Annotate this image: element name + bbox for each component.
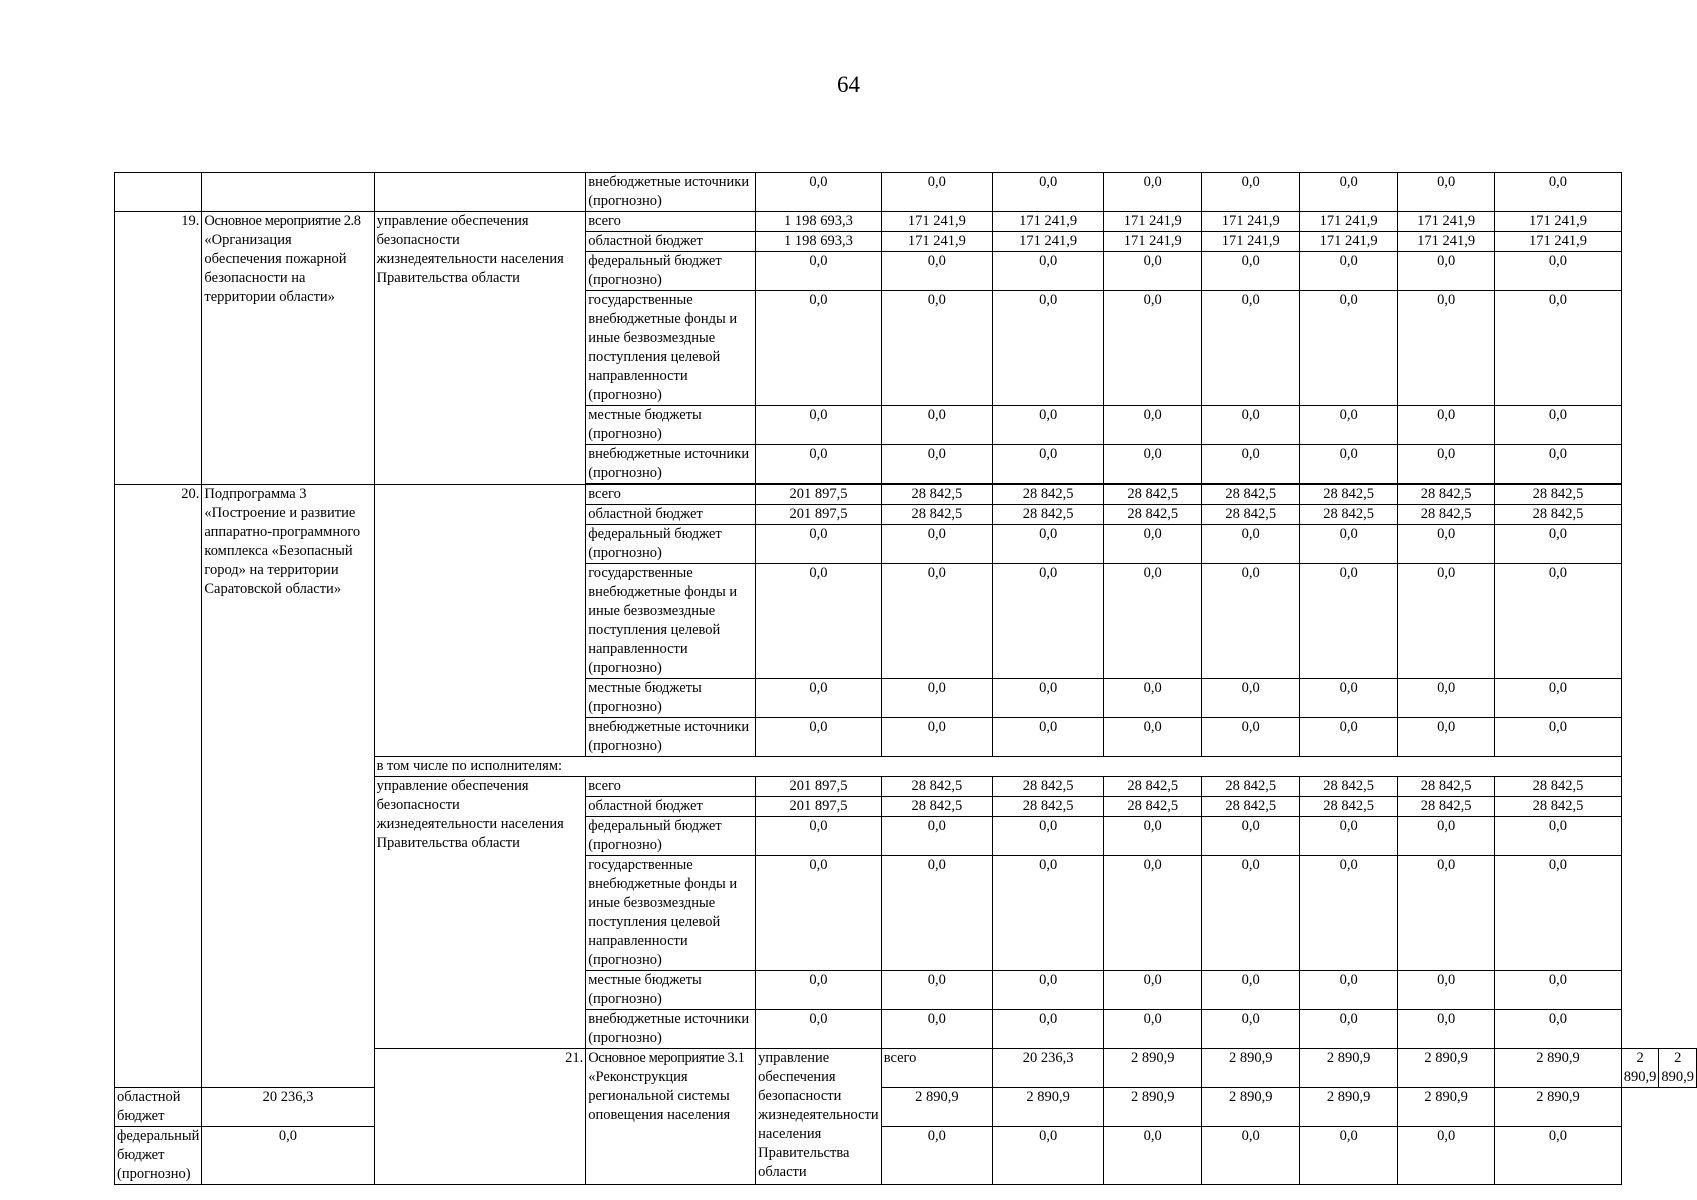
- value-cell: 0,0: [1104, 817, 1202, 856]
- value-cell: 28 842,5: [1104, 777, 1202, 797]
- value-cell: 2 890,9: [1659, 1049, 1697, 1088]
- value-cell: 0,0: [1300, 406, 1398, 445]
- value-cell: 0,0: [1104, 564, 1202, 679]
- value-cell: 0,0: [881, 291, 992, 406]
- value-cell: 28 842,5: [1300, 485, 1398, 505]
- source-label: внебюджетные источники (прогнозно): [586, 173, 756, 212]
- source-label: всего: [881, 1049, 992, 1088]
- value-cell: 28 842,5: [1495, 777, 1622, 797]
- value-cell: 0,0: [992, 971, 1103, 1010]
- row-number-cell: 21.: [374, 1049, 586, 1185]
- value-cell: 2 890,9: [1621, 1049, 1659, 1088]
- value-cell: 0,0: [1104, 525, 1202, 564]
- value-cell: 2 890,9: [1398, 1088, 1495, 1127]
- source-label: федеральный бюджет (прогнозно): [586, 817, 756, 856]
- value-cell: 0,0: [992, 856, 1103, 971]
- value-cell: 0,0: [992, 718, 1103, 757]
- value-cell: 28 842,5: [1398, 485, 1495, 505]
- value-cell: 0,0: [992, 817, 1103, 856]
- value-cell: 0,0: [1398, 971, 1495, 1010]
- value-cell: 0,0: [1495, 856, 1622, 971]
- value-cell: 0,0: [1300, 679, 1398, 718]
- source-label: местные бюджеты (прогнозно): [586, 406, 756, 445]
- value-cell: 0,0: [756, 718, 882, 757]
- value-cell: 0,0: [1104, 971, 1202, 1010]
- row-number-cell: [115, 173, 202, 212]
- row-number-cell: 20.: [115, 485, 202, 1088]
- value-cell: 2 890,9: [1300, 1049, 1398, 1088]
- value-cell: 0,0: [1398, 406, 1495, 445]
- source-label: областной бюджет: [586, 505, 756, 525]
- value-cell: 0,0: [881, 173, 992, 212]
- value-cell: 28 842,5: [881, 485, 992, 505]
- value-cell: 0,0: [1300, 291, 1398, 406]
- value-cell: 0,0: [1202, 445, 1300, 484]
- value-cell: 28 842,5: [1495, 797, 1622, 817]
- value-cell: 0,0: [1495, 971, 1622, 1010]
- source-label: всего: [586, 212, 756, 232]
- value-cell: 0,0: [1202, 564, 1300, 679]
- value-cell: 171 241,9: [1104, 232, 1202, 252]
- value-cell: 0,0: [756, 525, 882, 564]
- value-cell: 0,0: [881, 525, 992, 564]
- value-cell: 0,0: [1495, 445, 1622, 484]
- value-cell: 2 890,9: [1104, 1088, 1202, 1127]
- value-cell: 0,0: [1398, 564, 1495, 679]
- value-cell: 0,0: [881, 679, 992, 718]
- table-row: [115, 173, 1697, 212]
- value-cell: 171 241,9: [1300, 232, 1398, 252]
- value-cell: 28 842,5: [1104, 485, 1202, 505]
- source-label: областной бюджет: [586, 232, 756, 252]
- source-label: местные бюджеты (прогнозно): [586, 679, 756, 718]
- value-cell: 0,0: [992, 564, 1103, 679]
- value-cell: 28 842,5: [1495, 505, 1622, 525]
- value-cell: 20 236,3: [992, 1049, 1103, 1088]
- value-cell: 0,0: [756, 173, 882, 212]
- value-cell: 28 842,5: [1202, 485, 1300, 505]
- value-cell: 0,0: [756, 1010, 882, 1049]
- value-cell: 2 890,9: [1104, 1049, 1202, 1088]
- value-cell: 0,0: [1104, 679, 1202, 718]
- page-number: 64: [837, 72, 860, 97]
- value-cell: 0,0: [1495, 564, 1622, 679]
- source-label: местные бюджеты (прогнозно): [586, 971, 756, 1010]
- value-cell: 0,0: [1300, 252, 1398, 291]
- value-cell: 0,0: [992, 445, 1103, 484]
- value-cell: 0,0: [1300, 445, 1398, 484]
- value-cell: 0,0: [756, 817, 882, 856]
- value-cell: 28 842,5: [881, 505, 992, 525]
- value-cell: 171 241,9: [881, 232, 992, 252]
- value-cell: 0,0: [881, 971, 992, 1010]
- value-cell: 0,0: [1398, 1127, 1495, 1185]
- value-cell: 0,0: [992, 173, 1103, 212]
- value-cell: 0,0: [1495, 817, 1622, 856]
- value-cell: 0,0: [1104, 291, 1202, 406]
- value-cell: 28 842,5: [881, 777, 992, 797]
- value-cell: 0,0: [1398, 856, 1495, 971]
- value-cell: 2 890,9: [1202, 1088, 1300, 1127]
- value-cell: 0,0: [992, 1127, 1103, 1185]
- value-cell: 0,0: [992, 252, 1103, 291]
- value-cell: 171 241,9: [1202, 212, 1300, 232]
- value-cell: 1 198 693,3: [756, 232, 882, 252]
- table-row: [115, 1088, 1697, 1127]
- value-cell: 0,0: [881, 564, 992, 679]
- value-cell: 0,0: [756, 856, 882, 971]
- value-cell: 0,0: [881, 718, 992, 757]
- value-cell: 2 890,9: [1202, 1049, 1300, 1088]
- value-cell: 0,0: [1104, 406, 1202, 445]
- value-cell: 0,0: [1300, 173, 1398, 212]
- activity-name-cell: [202, 212, 374, 485]
- value-cell: 201 897,5: [756, 505, 882, 525]
- executor-cell: управление обеспечения безопасности жизнедеятельности населения Правительства области: [374, 212, 586, 485]
- value-cell: 0,0: [992, 679, 1103, 718]
- value-cell: 0,0: [1398, 252, 1495, 291]
- value-cell: 0,0: [1495, 718, 1622, 757]
- source-label: государственные внебюджетные фонды и иные безвозмездные поступления целевой направленности (прогнозно): [586, 564, 756, 679]
- value-cell: 0,0: [1495, 173, 1622, 212]
- source-label: федеральный бюджет (прогнозно): [586, 252, 756, 291]
- source-label: всего: [586, 777, 756, 797]
- value-cell: 0,0: [1300, 971, 1398, 1010]
- value-cell: 0,0: [1398, 1010, 1495, 1049]
- value-cell: 171 241,9: [992, 212, 1103, 232]
- value-cell: 0,0: [1104, 1127, 1202, 1185]
- table-row: [115, 212, 1697, 232]
- value-cell: 0,0: [756, 252, 882, 291]
- value-cell: 20 236,3: [202, 1088, 374, 1127]
- value-cell: 0,0: [756, 971, 882, 1010]
- source-label: федеральный бюджет (прогнозно): [586, 525, 756, 564]
- source-label: внебюджетные источники (прогнозно): [586, 445, 756, 484]
- value-cell: 0,0: [881, 252, 992, 291]
- value-cell: 0,0: [1495, 291, 1622, 406]
- value-cell: 0,0: [992, 1010, 1103, 1049]
- value-cell: 28 842,5: [1202, 777, 1300, 797]
- value-cell: 0,0: [1300, 718, 1398, 757]
- value-cell: 2 890,9: [1300, 1088, 1398, 1127]
- value-cell: 0,0: [1495, 1010, 1622, 1049]
- value-cell: 0,0: [1202, 173, 1300, 212]
- value-cell: 28 842,5: [992, 777, 1103, 797]
- source-label: государственные внебюджетные фонды и иные безвозмездные поступления целевой направленности (прогнозно): [586, 291, 756, 406]
- value-cell: 1 198 693,3: [756, 212, 882, 232]
- value-cell: 0,0: [1104, 1010, 1202, 1049]
- activity-title: «Организация обеспечения пожарной безопасности на территории области»: [204, 232, 347, 305]
- value-cell: 2 890,9: [992, 1088, 1103, 1127]
- value-cell: 28 842,5: [1398, 777, 1495, 797]
- executor-cell: управление обеспечения безопасности жизнедеятельности населения Правительства области: [374, 777, 586, 1049]
- value-cell: 0,0: [992, 525, 1103, 564]
- value-cell: 0,0: [1104, 445, 1202, 484]
- value-cell: 0,0: [1202, 679, 1300, 718]
- row-number-cell: 19.: [115, 212, 202, 485]
- value-cell: 0,0: [1495, 1127, 1622, 1185]
- executor-note: в том числе по исполнителям:: [374, 757, 1621, 777]
- value-cell: 171 241,9: [1398, 232, 1495, 252]
- value-cell: 28 842,5: [1104, 797, 1202, 817]
- value-cell: 0,0: [1300, 1010, 1398, 1049]
- value-cell: 28 842,5: [992, 485, 1103, 505]
- value-cell: 28 842,5: [1495, 485, 1622, 505]
- value-cell: 0,0: [1300, 817, 1398, 856]
- value-cell: 0,0: [1300, 1127, 1398, 1185]
- executor-cell: [374, 485, 586, 757]
- value-cell: 0,0: [1398, 817, 1495, 856]
- value-cell: 0,0: [1398, 291, 1495, 406]
- value-cell: 2 890,9: [1495, 1088, 1622, 1127]
- source-label: внебюджетные источники (прогнозно): [586, 1010, 756, 1049]
- budget-table: [114, 172, 1697, 1185]
- value-cell: 2 890,9: [1398, 1049, 1495, 1088]
- value-cell: 201 897,5: [756, 777, 882, 797]
- value-cell: 0,0: [1104, 173, 1202, 212]
- value-cell: 0,0: [1104, 252, 1202, 291]
- value-cell: 0,0: [1398, 525, 1495, 564]
- value-cell: 0,0: [881, 1127, 992, 1185]
- value-cell: 0,0: [1202, 718, 1300, 757]
- value-cell: 2 890,9: [881, 1088, 992, 1127]
- value-cell: 0,0: [881, 817, 992, 856]
- value-cell: 0,0: [1202, 856, 1300, 971]
- value-cell: 0,0: [756, 291, 882, 406]
- value-cell: 171 241,9: [1495, 212, 1622, 232]
- value-cell: 28 842,5: [1300, 777, 1398, 797]
- value-cell: 0,0: [1202, 817, 1300, 856]
- value-cell: 0,0: [1300, 564, 1398, 679]
- activity-title-lead: Основное мероприятие 2.8: [204, 213, 361, 229]
- value-cell: 0,0: [881, 406, 992, 445]
- value-cell: 0,0: [1398, 679, 1495, 718]
- value-cell: 0,0: [1300, 525, 1398, 564]
- value-cell: 0,0: [1202, 291, 1300, 406]
- source-label: государственные внебюджетные фонды и иные безвозмездные поступления целевой направленности (прогнозно): [586, 856, 756, 971]
- executor-cell: управление обеспечения безопасности жизнедеятельности населения Правительства области: [756, 1049, 882, 1185]
- value-cell: 0,0: [881, 856, 992, 971]
- source-label: внебюджетные источники (прогнозно): [586, 718, 756, 757]
- value-cell: 0,0: [1202, 252, 1300, 291]
- value-cell: 0,0: [1104, 856, 1202, 971]
- value-cell: 171 241,9: [1202, 232, 1300, 252]
- value-cell: 28 842,5: [881, 797, 992, 817]
- value-cell: 171 241,9: [1398, 212, 1495, 232]
- activity-name-cell: [586, 1049, 756, 1185]
- value-cell: 0,0: [1202, 1010, 1300, 1049]
- table-row: [115, 1127, 1697, 1185]
- value-cell: 0,0: [756, 445, 882, 484]
- value-cell: 171 241,9: [992, 232, 1103, 252]
- value-cell: 0,0: [202, 1127, 374, 1185]
- value-cell: 171 241,9: [1300, 212, 1398, 232]
- value-cell: 0,0: [1202, 406, 1300, 445]
- value-cell: 0,0: [1398, 718, 1495, 757]
- value-cell: 0,0: [1104, 718, 1202, 757]
- value-cell: 171 241,9: [1495, 232, 1622, 252]
- activity-title: «Реконструкция региональной системы оповещения населения: [588, 1069, 731, 1123]
- value-cell: 28 842,5: [1104, 505, 1202, 525]
- value-cell: 0,0: [756, 679, 882, 718]
- value-cell: 28 842,5: [1300, 797, 1398, 817]
- value-cell: 0,0: [1202, 525, 1300, 564]
- value-cell: 0,0: [1495, 252, 1622, 291]
- activity-name-cell: Подпрограмма 3 «Построение и развитие аппаратно-программного комплекса «Безопасный город» на территории Саратовской области»: [202, 485, 374, 1088]
- value-cell: 0,0: [756, 564, 882, 679]
- value-cell: 2 890,9: [1495, 1049, 1622, 1088]
- value-cell: 0,0: [992, 291, 1103, 406]
- value-cell: 28 842,5: [992, 797, 1103, 817]
- value-cell: 201 897,5: [756, 797, 882, 817]
- activity-name-cell: [202, 173, 374, 212]
- value-cell: 0,0: [1495, 525, 1622, 564]
- value-cell: 0,0: [881, 445, 992, 484]
- value-cell: 0,0: [1495, 406, 1622, 445]
- value-cell: 28 842,5: [1202, 505, 1300, 525]
- value-cell: 0,0: [1202, 1127, 1300, 1185]
- value-cell: 28 842,5: [1398, 797, 1495, 817]
- value-cell: 0,0: [1495, 679, 1622, 718]
- value-cell: 171 241,9: [1104, 212, 1202, 232]
- value-cell: 28 842,5: [1300, 505, 1398, 525]
- table-row: [115, 485, 1697, 505]
- source-label: всего: [586, 485, 756, 505]
- executor-cell: [374, 173, 586, 212]
- value-cell: 0,0: [1398, 445, 1495, 484]
- value-cell: 28 842,5: [1398, 505, 1495, 525]
- value-cell: 171 241,9: [881, 212, 992, 232]
- value-cell: 201 897,5: [756, 485, 882, 505]
- value-cell: 0,0: [1202, 971, 1300, 1010]
- value-cell: 0,0: [756, 406, 882, 445]
- value-cell: 0,0: [992, 406, 1103, 445]
- value-cell: 28 842,5: [992, 505, 1103, 525]
- value-cell: 0,0: [1300, 856, 1398, 971]
- value-cell: 0,0: [881, 1010, 992, 1049]
- value-cell: 0,0: [1398, 173, 1495, 212]
- source-label: областной бюджет: [586, 797, 756, 817]
- value-cell: 28 842,5: [1202, 797, 1300, 817]
- source-label: областной бюджет: [115, 1088, 202, 1127]
- activity-title-lead: Основное мероприятие 3.1: [588, 1050, 745, 1066]
- source-label: федеральный бюджет (прогнозно): [115, 1127, 202, 1185]
